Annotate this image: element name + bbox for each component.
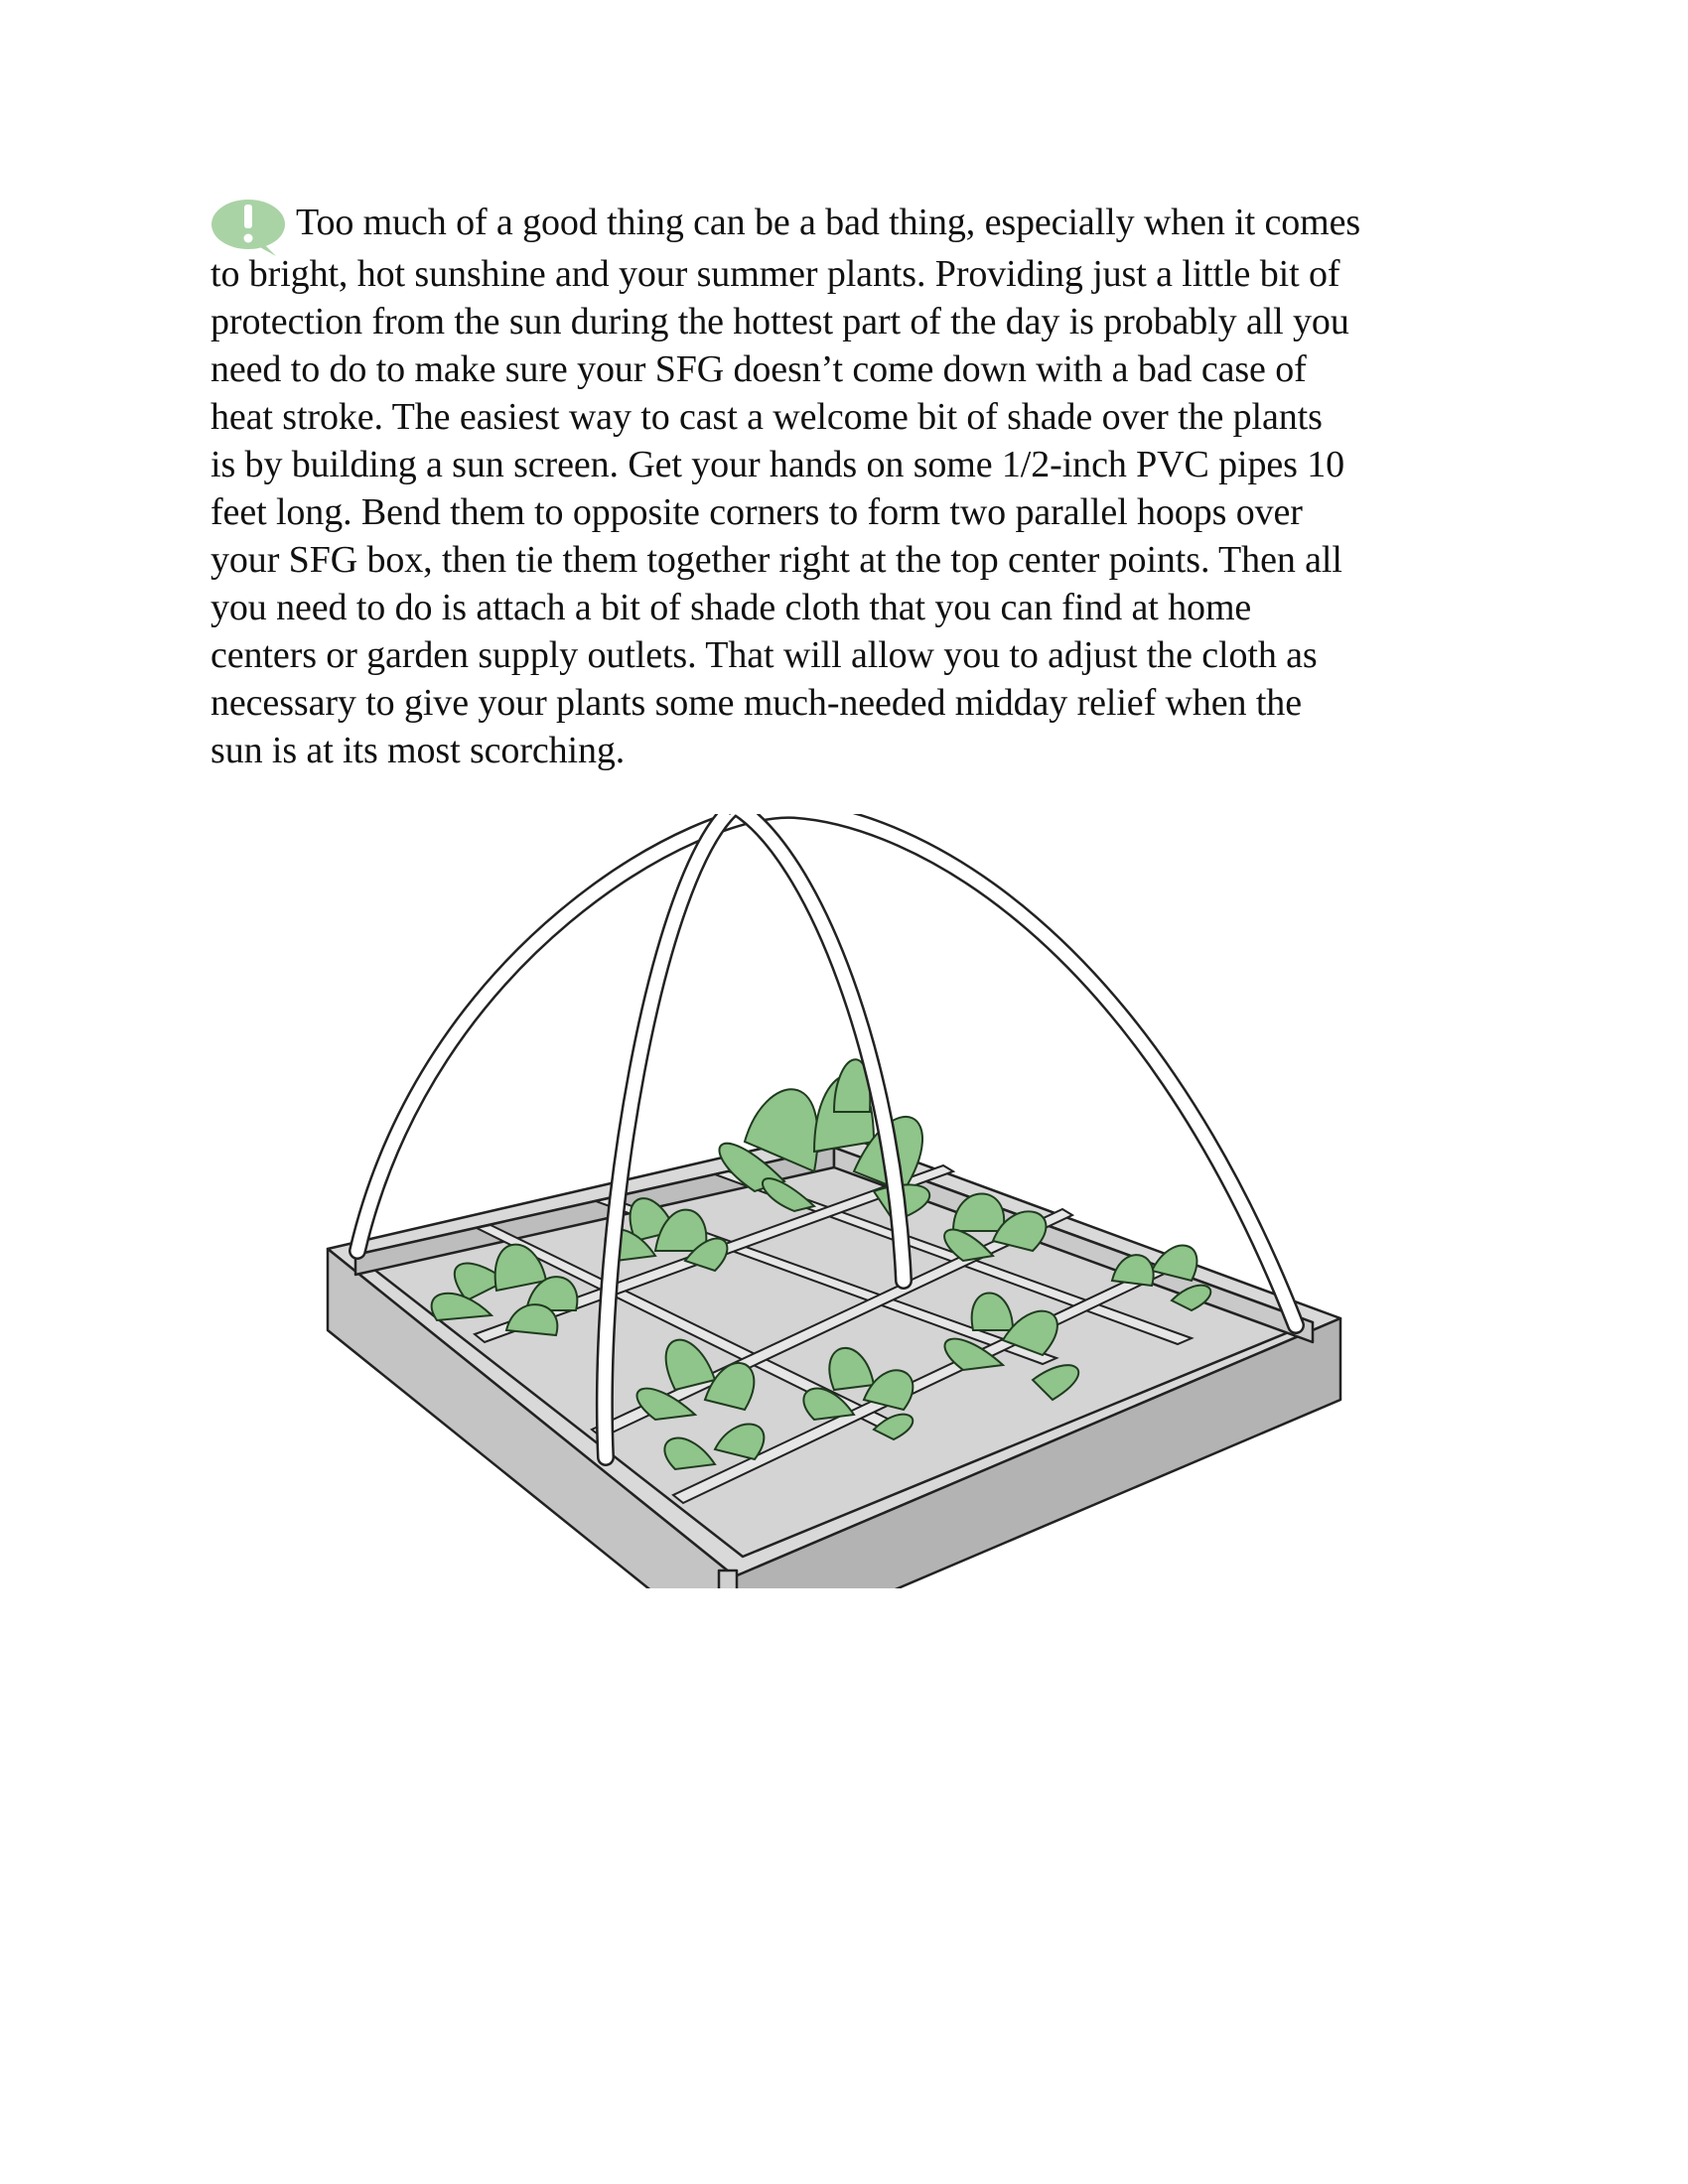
garden-box-illustration xyxy=(318,814,1350,1588)
tip-line: your SFG box, then tie them together right at the top center points. Then all xyxy=(211,539,1342,581)
tip-line: to bright, hot sunshine and your summer plants. Providing just a little bit of xyxy=(211,253,1340,295)
tip-line: heat stroke. The easiest way to cast a welcome bit of shade over the plants xyxy=(211,396,1323,438)
corner-post xyxy=(719,1570,737,1588)
tip-line: Too much of a good thing can be a bad thing, especially when it comes xyxy=(296,202,1361,243)
tip-line: necessary to give your plants some much-needed midday relief when the xyxy=(211,682,1302,724)
tip-line: you need to do is attach a bit of shade cloth that you can find at home xyxy=(211,587,1252,628)
tip-block xyxy=(211,195,1501,774)
tip-line: sun is at its most scorching. xyxy=(211,730,626,771)
tip-paragraph xyxy=(211,195,1501,774)
tip-line: protection from the sun during the hottest part of the day is probably all you xyxy=(211,301,1349,342)
tip-line: is by building a sun screen. Get your hands on some 1/2-inch PVC pipes 10 xyxy=(211,444,1345,485)
tip-line: need to do to make sure your SFG doesn’t come down with a bad case of xyxy=(211,348,1307,390)
tip-line: centers or garden supply outlets. That will allow you to adjust the cloth as xyxy=(211,634,1318,676)
exclamation-icon xyxy=(211,197,290,258)
tip-line: feet long. Bend them to opposite corners to form two parallel hoops over xyxy=(211,491,1303,533)
